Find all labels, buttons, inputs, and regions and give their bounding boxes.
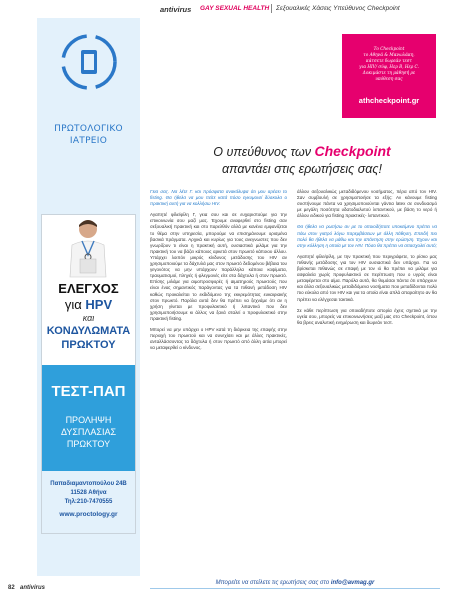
checkpoint-info-box: [342, 34, 436, 118]
prevention-line1: ΠΡΟΛΗΨΗ: [65, 415, 112, 425]
footer-divider: [150, 588, 440, 589]
clinic-title-line2: ΙΑΤΡΕΙΟ: [69, 136, 108, 146]
clinic-website-link[interactable]: www.proctology.gr: [59, 511, 118, 518]
clinic-logo-icon: [59, 32, 119, 92]
checkpoint-website-link[interactable]: athcheckpoint.gr: [358, 96, 420, 105]
card-line-exam: ΕΛΕΓΧΟΣ: [58, 281, 119, 296]
article-column-right: [297, 189, 437, 569]
contact-email-link[interactable]: info@avmag.gr: [330, 580, 375, 586]
card-top: [42, 215, 135, 365]
info-line: κάτσετε δωρεάν τεστ: [366, 58, 412, 63]
article-title: Ο υπεύθυνος των Checkpoint: [213, 143, 391, 159]
info-line: Το Checkpoint: [373, 46, 405, 51]
answer-paragraph: Σε κάθε περίπτωση για οποιαδήποτε απορία έχεις σχετικά με την υγεία σου, μπορείς να επικοινωνήσεις μαζί μας στο Checkpoint, όπου θα βρεις αναλυτική ενημέρωση και δωρεάν τεστ.: [297, 307, 437, 325]
checkpoint-highlight: Checkpoint: [314, 143, 391, 159]
answer-paragraph: Μπορεί να μην υπάρχει ο HPV κατά τη διάρκεια της επαφής στην περιοχή του πρωκτού και να συνεχίσει και με άλλες πρακτικές, ανταλλάσσοντας τα δάχτυλα ή στον πρωκτό από άλλη αιτία μπορεί να μεταφερθεί ο κίνδυνος.: [150, 326, 287, 351]
article-subtitle: απαντάει στις ερωτήσεις σας!: [222, 162, 382, 176]
section-label: GAY SEXUAL HEALTH: [200, 5, 270, 12]
page-number: 82: [8, 585, 15, 591]
address-line1: Παπαδιαμαντοπούλου 24Β: [50, 481, 127, 487]
card-line-hpv: για HPV: [64, 297, 113, 312]
answer-paragraph: άλλου σεξουαλικώς μεταδιδόμενου νοσήματος, πέρα από τον HIV. Σαν συμβουλή σε χρησιμοποιήσε τα εξής: Αν κάνουμε fisting συστήνουμε πάντα να χρησιμοποιούνται γάντια latex σε συνδυασμό με μεγάλη ποσότητα υδατοδιαλυτού λιπαντικού, με βάση το νερό ή άλλου ειδικού για fisting πρακτικές- λιπαντικού.: [297, 189, 437, 219]
answer-paragraph: Αγαπητέ φίλε/φίλη, με την πρακτική που περιγράφετε, το ρίσκο μας πιθανής μετάδοσης για τον HIV ουσιαστικά δεν υπάρχει. Για να βρίσκεται πιθανώς σε επαφή με τον ιό θα πρέπει να μιλάμε για ασφαλεία χωρίς προφυλακτικό σε περίπτωση που ο υγρός είναι μεταφέρεται στο αίμα. Παρόλα αυτά, θα θυμάσαι πάντα ότι υπάρχουν και άλλα σεξουαλικώς μεταδιδόμενα νοσήματα που μεταδίδονται πολύ πιο εύκολα από τον HIV και για τα οποία είναι απλά απαραίτητο αν θα πρέπει να ελέγχεσαι τακτικά.: [297, 253, 437, 302]
prevention-line3: ΠΡΩΚΤΟΥ: [66, 439, 111, 449]
prevention-line2: ΔΥΣΠΛΑΣΙΑΣ: [60, 427, 117, 437]
header-subtitle: Σεξουαλικές Χάσεις Υπεύθυνος Checkpoint: [276, 5, 400, 12]
info-line: για HIV/ σύφ, Ηερ Β, Ηερ C.: [359, 64, 419, 69]
clinic-card: [41, 214, 136, 534]
reader-question: Θα ήθελα να ρωτήσω αν με το οποιοδήποτε υποκείμενο πρέπει να πάω στον γιατρό λόγω παρεμβάσεων με άλλη πάθηση. Επειδή πιο πολύ θα ήθελα να μάθω και την απάντηση στην ερώτηση. Έχουν και στην κόλληση η οποία με τον HIV. Πόσο θα πρέπει να απασχολεί αυτό;: [297, 224, 437, 248]
clinic-ad: [37, 18, 140, 576]
footer-magazine-name: antivirus: [20, 585, 46, 591]
clinic-title-line1: ΠΡΩΤΟΛΟΓΙΚΟ: [54, 124, 123, 134]
reader-question: Γεια σας. Να λέτε Γ. και πρόσφατα ανακάλυψα ότι μου αρέσει το fisting. Θα ήθελα να μου πείτε κατά πόσο εγκυμονεί δύσκολα ο πρακτική αυτή για να κολλήσω HIV.: [150, 189, 287, 207]
address-line2: 11528 Αθήνα: [70, 490, 107, 496]
card-line-proktou: ΠΡΩΚΤΟΥ: [61, 339, 116, 351]
submit-questions-note: Μπορείτε να στείλετε τις ερωτήσεις σας στο info@avmag.gr: [215, 580, 375, 586]
magazine-logo: antivirus: [160, 5, 192, 14]
info-line: Δοκιμάστε τη μάθησή ρε: [362, 70, 416, 75]
header-divider: [271, 4, 272, 13]
article-column-left: [150, 189, 287, 569]
card-line-condylomata: ΚΟΝΔΥΛΩΜΑΤΑ: [46, 325, 131, 337]
doctor-illustration: [42, 215, 135, 279]
test-pap-title: ΤΕΣΤ-ΠΑΠ: [51, 383, 126, 400]
phone-number: Τηλ:210-7470555: [64, 499, 113, 505]
info-line: υπόθεση σας: [375, 76, 403, 81]
info-line: το Αθηνά & Μανωλάκη,: [363, 52, 415, 57]
card-line-and: και: [82, 313, 95, 323]
page-header: [0, 0, 457, 16]
answer-paragraph: Αγαπητέ φίλε/φίλη Γ, γεια σου και σε ευχαριστούμε για την επικοινωνία σου μαζί μας. Έχουμε αναφερθεί στο fisting σαν σεξουαλική πρακτική και στο παρελθόν αλλά με κανένα εμφανίζεται το θέμα στην υπηρεσία, μπορούμε να επισημάνουμε ορισμένα βασικά πράγματα. Αρχικά και κυρίως για τους ανεγνωστες που δεν γνωρίζουν τι είναι η πρακτική αυτή, ουσιαστικά μιλάμε για την πρακτική του να βάζει κάποιος αρκετά στον πρωκτό κάποιου άλλου. Υπάρχει λοιπόν μικρός κίνδυνος μετάδοσης του HIV αν χρησιμοποιούμε τα δάχτυλά μας στον πρωκτό δεδομένου βέβαια του γεγονότος να μην υπάρχουν παράλληλα κάποια κοψίματα, τραυματισμοί, πληγές ή φλεγμονές είτε στα δάχτυλα ή στον πρωκτό. Επίσης μιλάμε για αιμοπροσφορές ή αιματηρούς πρωκτούς που είναι ένας σημαντικός παράγοντας για τα πιθανή μετάδοση HIV καθώς προκαλείται το εκδιδόμενο της εκκρεμότητας ευκαιριακής στον πρωκτό. Παρόλα αυτά δεν θα πρέπει να ξεχνάμε ότι αν η χρήση γίνεται με προφυλακτικό ή λιπαντικό που δεν χρησιμοποιήσουμε κι άλλος να ξανά σταλεί ο προφυλακτικό στην πρακτική fisting.: [150, 212, 287, 321]
card-test-pap: [42, 365, 135, 471]
card-contact: [42, 471, 135, 533]
